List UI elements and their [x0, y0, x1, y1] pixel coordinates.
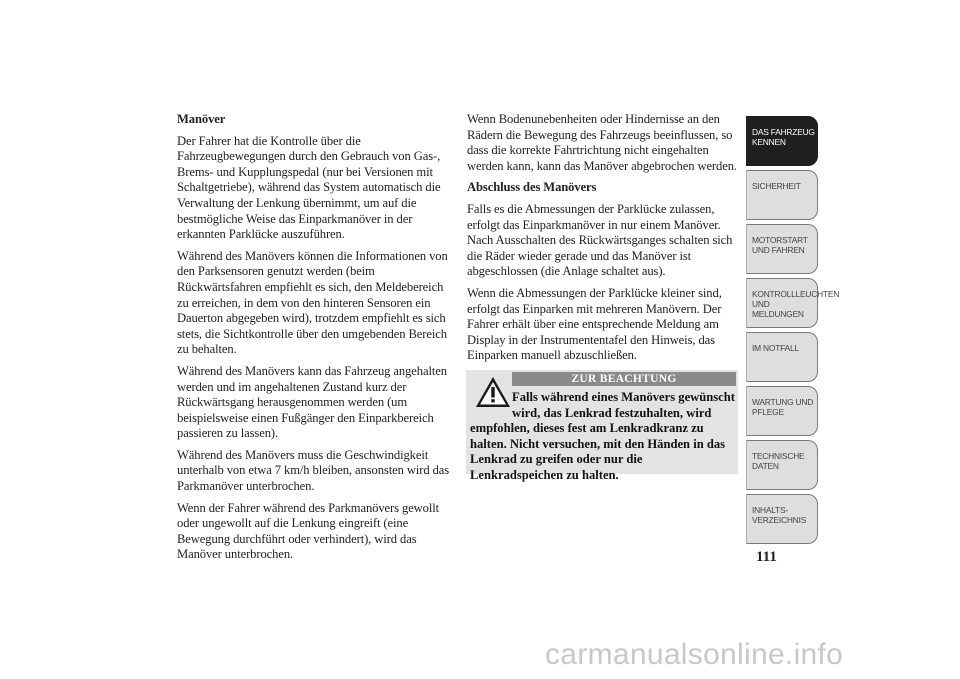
watermark-text: carmanualsonline.info	[545, 638, 844, 671]
chapter-sidebar	[746, 116, 840, 544]
warning-text-wrap	[470, 390, 736, 483]
left-column	[177, 112, 452, 569]
paragraph: Während des Manövers muss die Geschwindigkeit unterhalb von etwa 7 km/h bleiben, ansonsten wird das Parkmanöver unterbrochen.	[177, 447, 450, 494]
tab-sicherheit[interactable]: SICHERHEIT	[746, 170, 818, 220]
paragraph: Während des Manövers können die Informationen von den Parksensoren genutzt werden (beim Rückwärtsfahren empfiehlt es sich, den Meldebereich zu erreichen, in dem von den hinteren Sensoren ein Dauerton abgegeben wird), trotzdem empfiehlt es sich stets, die Sichtkontrolle über den umgebenden Bereich zu behalten.	[177, 248, 448, 357]
section-heading-manoever: Manöver	[177, 112, 226, 126]
warning-text: Falls während eines Manövers gewünscht wird, das Lenkrad festzuhalten, wird empfohlen, dieses fest am Lenkradkranz zu halten. Nicht versuchen, mit den Händen in das Lenkrad zu greifen oder nur die Lenkradspeichen zu halten.	[470, 390, 735, 482]
section-heading-abschluss: Abschluss des Manövers	[467, 180, 597, 195]
tab-inhaltsverzeichnis[interactable]: INHALTS-VERZEICHNIS	[746, 494, 818, 544]
paragraph: Wenn Bodenunebenheiten oder Hindernisse an den Rädern die Bewegung des Fahrzeugs beeinflussen, so dass die korrekte Fahrtrichtung nicht eingehalten werden kann, kann das Manöver abgebrochen werden.	[467, 112, 737, 173]
icon-spacer	[470, 390, 512, 419]
paragraph: Wenn der Fahrer während des Parkmanövers gewollt oder ungewollt auf die Lenkung eingreift (eine Bewegung durchführt oder verhindert), wird das Manöver unterbrochen.	[177, 500, 440, 562]
tab-motorstart-und-fahren[interactable]: MOTORSTART UND FAHREN	[746, 224, 818, 274]
warning-box	[466, 370, 738, 482]
paragraph: Wenn die Abmessungen der Parklücke kleiner sind, erfolgt das Einparken mit mehreren Manövern. Der Fahrer erhält über eine entsprechende Meldung am Display in der Instrumententafel den Hinweis, das Einparken manuell abzuschließen.	[467, 285, 722, 363]
paragraph: Der Fahrer hat die Kontrolle über die Fahrzeugbewegungen durch den Gebrauch von Gas-, Brems- und Kupplungspedal (nur bei Versionen mit Schaltgetriebe), während das System automatisch die Verwaltung der Lenkung übernimmt, um auf die bestmögliche Weise das Einparkmanöver in der erkannten Parklücke auszuführen.	[177, 133, 441, 242]
paragraph: Während des Manövers kann das Fahrzeug angehalten werden und im angehaltenen Zustand kurz der Rückwärtsgang herausgenommen werden (um beispielsweise einen Fußgänger den Einparkbereich passieren zu lassen).	[177, 363, 447, 441]
tab-technische-daten[interactable]: TECHNISCHE DATEN	[746, 440, 818, 490]
warning-header: ZUR BEACHTUNG	[512, 372, 736, 386]
tab-das-fahrzeug-kennen[interactable]: DAS FAHRZEUG KENNEN	[746, 116, 818, 166]
tab-im-notfall[interactable]: IM NOTFALL	[746, 332, 818, 382]
tab-kontrollleuchten[interactable]: KONTROLLLEUCHTEN UND MELDUNGEN	[746, 278, 818, 328]
right-column	[467, 112, 742, 370]
page-number: 111	[756, 549, 777, 565]
tab-wartung-und-pflege[interactable]: WARTUNG UND PFLEGE	[746, 386, 818, 436]
paragraph: Falls es die Abmessungen der Parklücke zulassen, erfolgt das Einparkmanöver in nur einem Manöver. Nach Ausschalten des Rückwärtsganges schalten sich die Räder wieder gerade und das Manöver ist abgeschlossen (die Anlage schaltet aus).	[467, 201, 733, 279]
